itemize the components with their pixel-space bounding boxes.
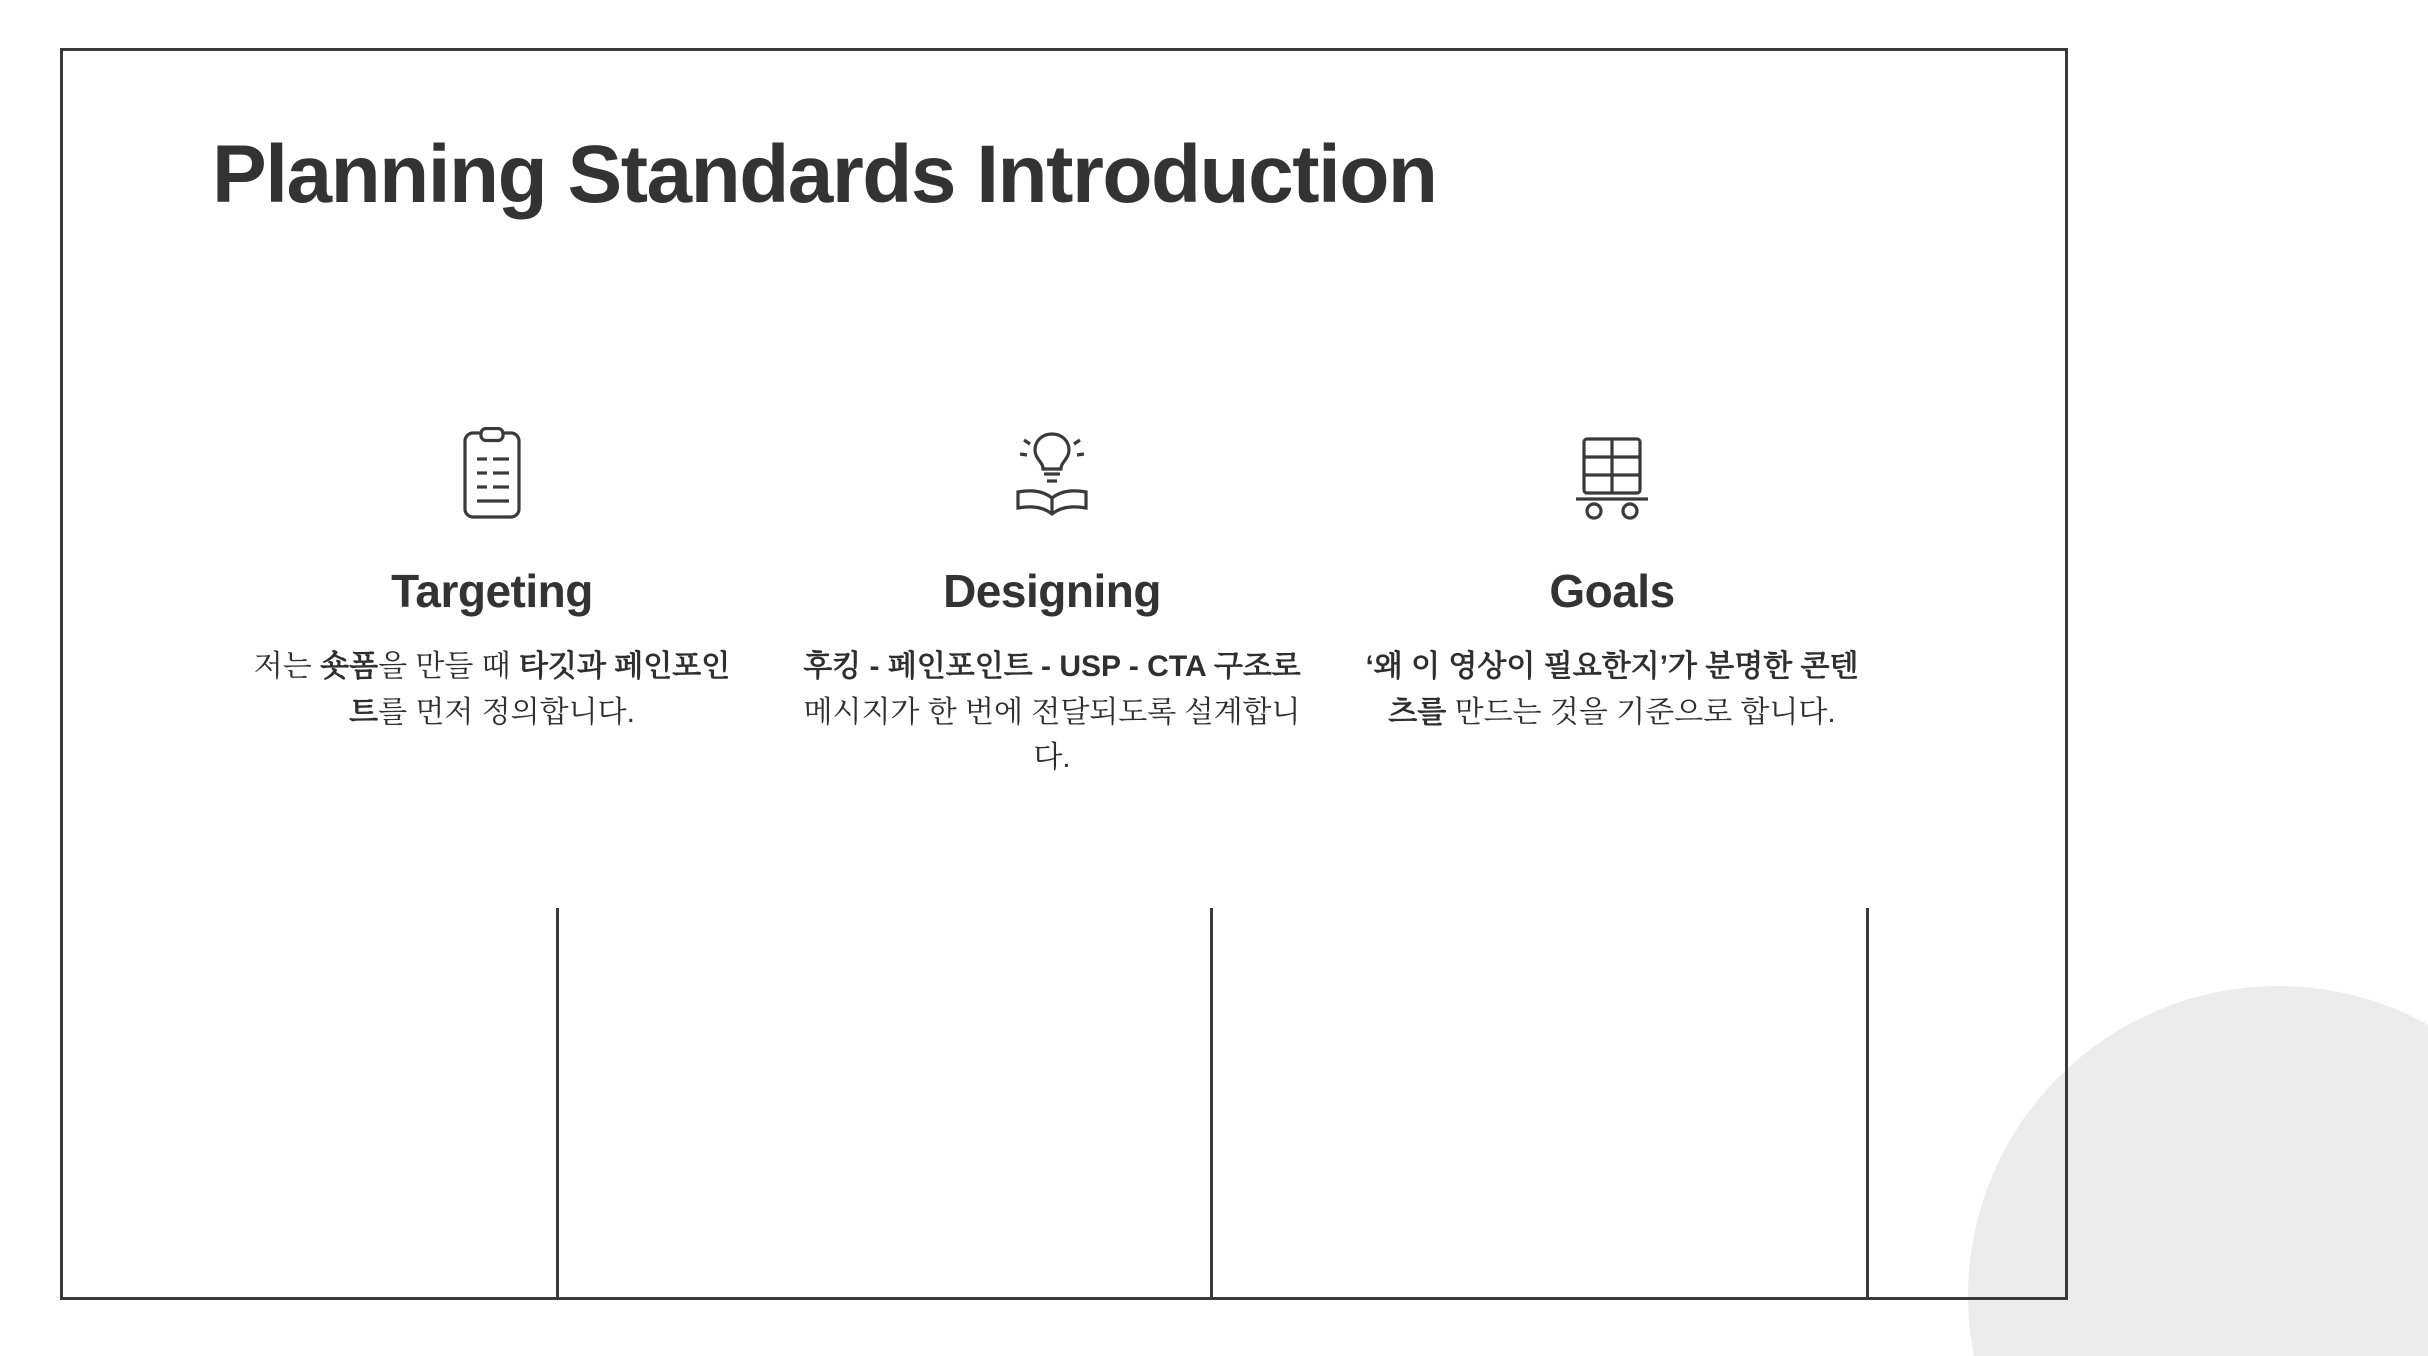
book-lightbulb-idea-icon	[1002, 420, 1102, 530]
column-title: Designing	[943, 565, 1161, 617]
column-title: Targeting	[391, 565, 593, 617]
page-title: Planning Standards Introduction	[212, 129, 1437, 220]
column-designing	[772, 420, 1332, 781]
column-body: 후킹 - 페인포인트 - USP - CTA 구조로 메시지가 한 번에 전달되도록 설계합니다.	[803, 650, 1301, 775]
cart-shelf-goals-icon	[1564, 420, 1660, 530]
column-body: 저는 숏폼을 만들 때 타깃과 페인포인트를 먼저 정의합니다.	[253, 650, 731, 729]
columns-container	[212, 420, 2012, 781]
column-goals	[1332, 420, 1892, 781]
column-targeting	[212, 420, 772, 781]
clipboard-checklist-icon	[453, 420, 531, 530]
column-title: Goals	[1549, 565, 1675, 617]
column-body: ‘왜 이 영상이 필요한지’가 분명한 콘텐츠를 만드는 것을 기준으로 합니다.	[1365, 650, 1859, 729]
